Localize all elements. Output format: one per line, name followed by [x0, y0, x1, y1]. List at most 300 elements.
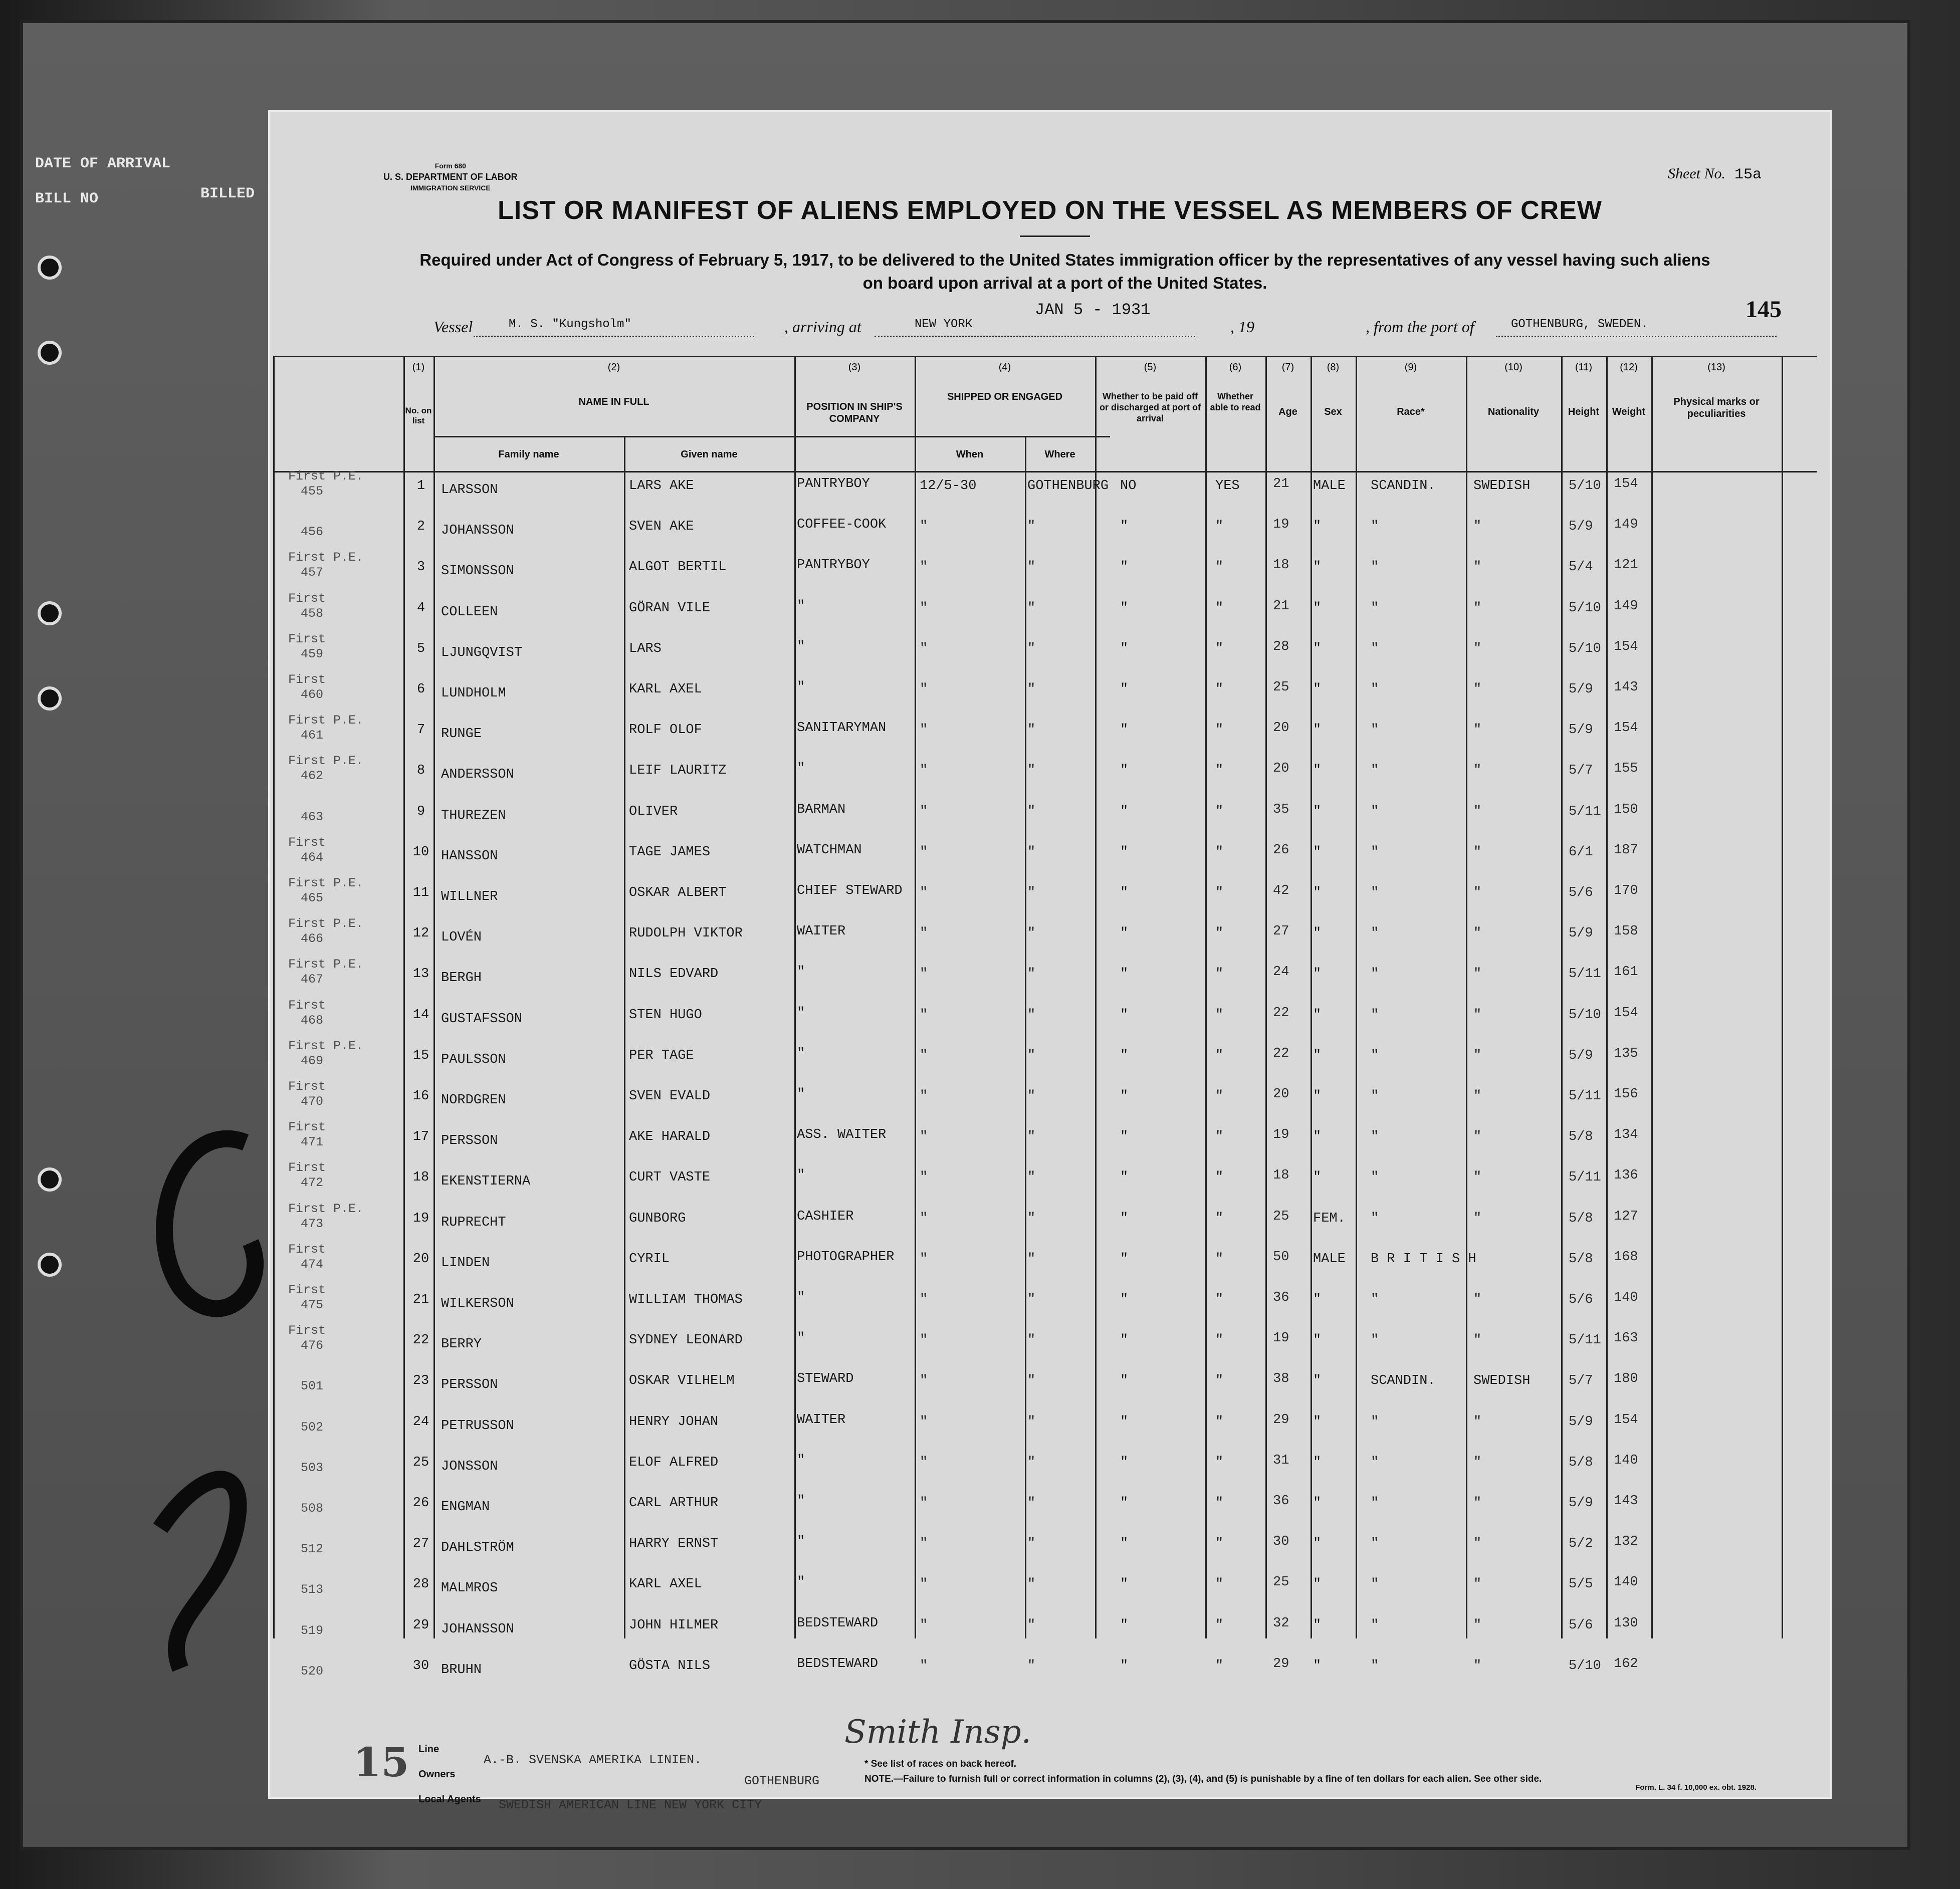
sex: " — [1313, 926, 1322, 941]
local-agents-value: SWEDISH AMERICAN LINE NEW YORK CITY — [499, 1798, 762, 1812]
nationality: " — [1473, 1007, 1482, 1023]
height: 5/2 — [1569, 1536, 1593, 1552]
sex: " — [1313, 1292, 1322, 1307]
shipped-when: " — [920, 1577, 928, 1592]
pencil-ref: 464 — [301, 850, 324, 865]
pencil-note: First — [288, 1160, 326, 1175]
table-row — [273, 1450, 1817, 1491]
paid-off: " — [1120, 1048, 1129, 1063]
date-stamp: JAN 5 - 1931 — [1035, 301, 1151, 319]
weight: 135 — [1614, 1046, 1638, 1061]
row-number: 4 — [416, 600, 425, 616]
shipped-where: " — [1027, 1292, 1036, 1307]
row-number: 15 — [412, 1048, 429, 1063]
age: 28 — [1273, 639, 1289, 654]
pencil-note: First P.E. — [288, 754, 364, 769]
given-name: CYRIL — [629, 1251, 670, 1267]
position: CHIEF STEWARD — [797, 883, 903, 898]
pencil-ref: 512 — [301, 1542, 324, 1557]
paid-off: " — [1120, 1414, 1129, 1430]
pencil-ref: 462 — [301, 769, 324, 784]
col-9-number: (9) — [1404, 362, 1417, 373]
paid-off: " — [1120, 885, 1129, 900]
position: COFFEE-COOK — [797, 517, 887, 533]
subhead-rule — [433, 436, 935, 437]
table-row — [273, 713, 1817, 758]
shipped-where: " — [1027, 926, 1036, 941]
age: 25 — [1273, 1575, 1289, 1590]
shipped-where: " — [1027, 1089, 1036, 1104]
local-agents-label: Local Agents — [418, 1794, 481, 1805]
table-row — [273, 672, 1817, 718]
shipped-when: " — [920, 1211, 928, 1226]
able-to-read: " — [1215, 1089, 1224, 1104]
row-number: 6 — [416, 682, 425, 697]
position: WATCHMAN — [797, 842, 862, 858]
pencil-ref: 459 — [301, 646, 324, 661]
pencil-ref: 466 — [301, 931, 324, 947]
weight: 158 — [1614, 924, 1638, 939]
subtitle-line-1: Required under Act of Congress of February 5, 1917, to be delivered to the United States immigration officer by the representatives of any vessel having such aliens — [419, 251, 1710, 269]
shipped-when: " — [920, 926, 928, 941]
pencil-ref: 519 — [301, 1623, 324, 1638]
weight: 187 — [1614, 842, 1638, 858]
paid-off: " — [1120, 1577, 1129, 1592]
sex: " — [1313, 1129, 1322, 1145]
col-10-number: (10) — [1504, 362, 1522, 373]
pencil-ref: 476 — [301, 1338, 324, 1353]
pencil-ref: 461 — [301, 728, 324, 743]
family-name: WILKERSON — [441, 1296, 514, 1311]
sex: FEM. — [1313, 1211, 1346, 1226]
nationality: " — [1473, 763, 1482, 779]
table-row — [273, 1491, 1817, 1531]
weight: 163 — [1614, 1331, 1638, 1346]
shipped-when: " — [920, 641, 928, 656]
pencil-note: First — [288, 998, 326, 1013]
sex: " — [1313, 1455, 1322, 1470]
sex: " — [1313, 967, 1322, 982]
race: " — [1371, 1414, 1379, 1430]
given-name: CARL ARTHUR — [629, 1496, 719, 1511]
family-name: NORDGREN — [441, 1093, 506, 1108]
col-5-number: (5) — [1144, 362, 1157, 373]
pencil-ref: 456 — [301, 525, 324, 540]
weight: 130 — [1614, 1615, 1638, 1631]
able-to-read: " — [1215, 641, 1224, 656]
punch-hole — [38, 341, 62, 365]
shipped-where: " — [1027, 804, 1036, 819]
pencil-note: First — [288, 1079, 326, 1094]
shipped-where: " — [1027, 1496, 1036, 1511]
pencil-ref: 473 — [301, 1216, 324, 1231]
row-number: 18 — [412, 1170, 429, 1186]
nationality: " — [1473, 1536, 1482, 1552]
shipped-when: " — [920, 1373, 928, 1389]
shipped-where: " — [1027, 1536, 1036, 1552]
from-label: , from the port of — [1366, 318, 1474, 336]
race: " — [1371, 560, 1379, 575]
race: " — [1371, 1129, 1379, 1145]
family-name: PERSSON — [441, 1133, 498, 1149]
shipped-when: " — [920, 600, 928, 616]
given-name: CURT VASTE — [629, 1170, 711, 1186]
from-port: GOTHENBURG, SWEDEN. — [1511, 318, 1648, 331]
nationality: " — [1473, 723, 1482, 738]
shipped-when: " — [920, 1007, 928, 1023]
age: 20 — [1273, 1087, 1289, 1102]
shipped-when: " — [920, 1170, 928, 1186]
table-row — [273, 1323, 1817, 1368]
nationality: " — [1473, 600, 1482, 616]
race: " — [1371, 600, 1379, 616]
nationality: " — [1473, 1455, 1482, 1470]
shipped-when: " — [920, 763, 928, 779]
weight: 150 — [1614, 802, 1638, 817]
shipped-when: " — [920, 519, 928, 535]
pencil-ref: 474 — [301, 1257, 324, 1272]
col-sex: Sex — [1324, 406, 1342, 417]
age: 22 — [1273, 1005, 1289, 1021]
col-13-number: (13) — [1707, 362, 1725, 373]
col-given-name: Given name — [681, 449, 738, 460]
race: " — [1371, 519, 1379, 535]
col-able-to-read: Whether able to read — [1210, 391, 1261, 412]
pencil-note: First — [288, 1120, 326, 1135]
sheet-value: 15a — [1734, 166, 1762, 183]
pencil-note: First P.E. — [288, 876, 364, 890]
row-number: 16 — [412, 1089, 429, 1104]
position: " — [797, 761, 805, 777]
family-name: EKENSTIERNA — [441, 1174, 531, 1190]
shipped-where: " — [1027, 1617, 1036, 1633]
table-row — [273, 469, 1817, 514]
punch-hole — [38, 601, 62, 625]
family-name: LUNDHOLM — [441, 686, 506, 701]
shipped-where: " — [1027, 1455, 1036, 1470]
able-to-read: " — [1215, 804, 1224, 819]
age: 50 — [1273, 1249, 1289, 1265]
shipped-when: " — [920, 1617, 928, 1633]
side-billed: BILLED — [200, 185, 255, 202]
row-number: 8 — [416, 763, 425, 779]
sex: " — [1313, 519, 1322, 535]
paid-off: " — [1120, 641, 1129, 656]
paid-off: " — [1120, 723, 1129, 738]
able-to-read: " — [1215, 1536, 1224, 1552]
nationality: " — [1473, 1211, 1482, 1226]
row-number: 13 — [412, 967, 429, 982]
sex: " — [1313, 1617, 1322, 1633]
given-name: WILLIAM THOMAS — [629, 1292, 743, 1307]
department: U. S. DEPARTMENT OF LABOR — [383, 172, 518, 182]
pencil-ref: 501 — [301, 1379, 324, 1394]
pencil-note: First — [288, 1242, 326, 1257]
col-7-number: (7) — [1281, 362, 1294, 373]
given-name: JOHN HILMER — [629, 1617, 719, 1633]
race: " — [1371, 682, 1379, 697]
pencil-note: First — [288, 591, 326, 606]
shipped-when: " — [920, 1089, 928, 1104]
row-number: 29 — [412, 1617, 429, 1633]
height: 5/8 — [1569, 1211, 1593, 1226]
height: 5/11 — [1569, 967, 1601, 982]
able-to-read: " — [1215, 1007, 1224, 1023]
sex: " — [1313, 1373, 1322, 1389]
title-rule — [1020, 235, 1090, 237]
family-name: LINDEN — [441, 1255, 490, 1271]
table-row — [273, 1079, 1817, 1124]
pencil-note: First — [288, 835, 326, 850]
able-to-read: " — [1215, 600, 1224, 616]
row-number: 12 — [412, 926, 429, 941]
race: " — [1371, 1333, 1379, 1348]
table-row — [273, 631, 1817, 677]
col-position: POSITION IN SHIP'S COMPANY — [806, 401, 903, 424]
race: " — [1371, 1007, 1379, 1023]
given-name: SVEN AKE — [629, 519, 694, 535]
weight: 140 — [1614, 1453, 1638, 1468]
shipped-where: GOTHENBURG — [1027, 479, 1109, 494]
row-number: 27 — [412, 1536, 429, 1552]
family-name: LARSSON — [441, 483, 498, 498]
table-row — [273, 957, 1817, 1002]
table-row — [273, 1120, 1817, 1165]
able-to-read: " — [1215, 1170, 1224, 1186]
table-row — [273, 1572, 1817, 1612]
height: 5/9 — [1569, 1496, 1593, 1511]
pencil-ref: 455 — [301, 484, 324, 499]
row-number: 28 — [412, 1577, 429, 1592]
table-row — [273, 754, 1817, 799]
col-height: Height — [1568, 406, 1600, 417]
form-header — [383, 160, 518, 193]
age: 25 — [1273, 680, 1289, 695]
race: SCANDIN. — [1371, 479, 1436, 494]
shipped-when: 12/5-30 — [920, 479, 977, 494]
age: 26 — [1273, 842, 1289, 858]
shipped-when: " — [920, 885, 928, 900]
sheet-label: Sheet No. — [1668, 165, 1725, 182]
sex: " — [1313, 1577, 1322, 1592]
col-physical-marks: Physical marks or peculiarities — [1673, 396, 1760, 419]
weight: 140 — [1614, 1290, 1638, 1305]
penalty-note: NOTE.—Failure to furnish full or correct information in columns (2), (3), (4), and (5) is punishable by a fine of ten dollars for each alien. See other side. — [864, 1774, 1542, 1784]
able-to-read: " — [1215, 1048, 1224, 1063]
table-row — [273, 514, 1817, 555]
weight: 155 — [1614, 761, 1638, 777]
paid-off: " — [1120, 1251, 1129, 1267]
age: 22 — [1273, 1046, 1289, 1061]
paid-off: " — [1120, 1007, 1129, 1023]
table-row — [273, 1409, 1817, 1450]
family-name: LJUNGQVIST — [441, 645, 523, 660]
col-6-number: (6) — [1229, 362, 1242, 373]
weight: 156 — [1614, 1087, 1638, 1102]
race: " — [1371, 1170, 1379, 1186]
sex: " — [1313, 804, 1322, 819]
table-row — [273, 1613, 1817, 1654]
nationality: " — [1473, 1048, 1482, 1063]
age: 35 — [1273, 802, 1289, 817]
pencil-ref: 475 — [301, 1298, 324, 1312]
weight: 136 — [1614, 1168, 1638, 1184]
able-to-read: " — [1215, 723, 1224, 738]
height: 5/6 — [1569, 1617, 1593, 1633]
col-2-number: (2) — [607, 362, 620, 373]
punch-hole — [38, 256, 62, 280]
weight: 154 — [1614, 477, 1638, 492]
height: 5/9 — [1569, 926, 1593, 941]
sex: " — [1313, 763, 1322, 779]
table-row — [273, 799, 1817, 840]
side-date-of-arrival: DATE OF ARRIVAL — [35, 155, 171, 172]
position: PANTRYBOY — [797, 558, 870, 573]
shipped-where: " — [1027, 967, 1036, 982]
sheet-number — [1668, 165, 1762, 183]
sex: " — [1313, 560, 1322, 575]
col-1-number: (1) — [412, 362, 425, 373]
sex: " — [1313, 600, 1322, 616]
line-value: A.-B. SVENSKA AMERIKA LINIEN. — [484, 1753, 702, 1767]
height: 5/7 — [1569, 763, 1593, 779]
weight: 154 — [1614, 639, 1638, 654]
family-name: BERGH — [441, 971, 482, 986]
table-top-rule — [273, 356, 1817, 357]
pencil-ref: 467 — [301, 972, 324, 987]
sex: " — [1313, 1170, 1322, 1186]
family-name: RUPRECHT — [441, 1215, 506, 1230]
position: " — [797, 1575, 805, 1590]
weight: 121 — [1614, 558, 1638, 573]
row-number: 21 — [412, 1292, 429, 1307]
col-8-number: (8) — [1327, 362, 1340, 373]
able-to-read: " — [1215, 682, 1224, 697]
race: " — [1371, 804, 1379, 819]
position: CASHIER — [797, 1209, 854, 1224]
nationality: SWEDISH — [1473, 1373, 1531, 1389]
race: " — [1371, 844, 1379, 860]
able-to-read: " — [1215, 885, 1224, 900]
race: " — [1371, 926, 1379, 941]
pencil-note: First P.E. — [288, 1038, 364, 1053]
service: IMMIGRATION SERVICE — [410, 184, 491, 192]
punch-hole — [38, 686, 62, 711]
margin-mark: 15 — [353, 1739, 409, 1786]
given-name: LEIF LAURITZ — [629, 763, 727, 779]
family-name: ANDERSSON — [441, 767, 514, 783]
height: 5/11 — [1569, 1170, 1601, 1186]
age: 19 — [1273, 517, 1289, 533]
race: " — [1371, 723, 1379, 738]
pencil-ref: 502 — [301, 1420, 324, 1435]
given-name: RUDOLPH VIKTOR — [629, 926, 743, 941]
given-name: OSKAR VILHELM — [629, 1373, 735, 1389]
family-name: COLLEEN — [441, 604, 498, 620]
shipped-where: " — [1027, 1658, 1036, 1674]
height: 5/11 — [1569, 1333, 1601, 1348]
pencil-ref: 469 — [301, 1053, 324, 1068]
table-row — [273, 835, 1817, 880]
row-number: 2 — [416, 519, 425, 535]
race: " — [1371, 1658, 1379, 1674]
pencil-ref: 508 — [301, 1501, 324, 1516]
age: 18 — [1273, 1168, 1289, 1184]
given-name: ROLF OLOF — [629, 723, 702, 738]
race: " — [1371, 1577, 1379, 1592]
pencil-ref: 465 — [301, 891, 324, 905]
shipped-where: " — [1027, 1007, 1036, 1023]
family-name: HANSSON — [441, 848, 498, 864]
table-row — [273, 1242, 1817, 1287]
shipped-where: " — [1027, 1414, 1036, 1430]
shipped-when: " — [920, 1536, 928, 1552]
position: STEWARD — [797, 1371, 854, 1387]
paid-off: " — [1120, 926, 1129, 941]
sex: " — [1313, 1536, 1322, 1552]
race: " — [1371, 1089, 1379, 1104]
row-number: 24 — [412, 1414, 429, 1430]
table-row — [273, 1160, 1817, 1206]
sex: MALE — [1313, 1251, 1346, 1267]
height: 5/10 — [1569, 600, 1601, 616]
shipped-where: " — [1027, 723, 1036, 738]
paid-off: " — [1120, 1455, 1129, 1470]
shipped-where: " — [1027, 1251, 1036, 1267]
shipped-when: " — [920, 1496, 928, 1511]
shipped-where: " — [1027, 641, 1036, 656]
nationality: " — [1473, 926, 1482, 941]
position: SANITARYMAN — [797, 721, 887, 736]
paid-off: " — [1120, 1211, 1129, 1226]
shipped-when: " — [920, 1455, 928, 1470]
family-name: PERSSON — [441, 1377, 498, 1393]
weight: 132 — [1614, 1534, 1638, 1550]
able-to-read: " — [1215, 1373, 1224, 1389]
shipped-where: " — [1027, 682, 1036, 697]
family-name: JONSSON — [441, 1459, 498, 1474]
age: 32 — [1273, 1615, 1289, 1631]
table-row — [273, 1038, 1817, 1084]
given-name: PER TAGE — [629, 1048, 694, 1063]
table-row — [273, 998, 1817, 1043]
race: " — [1371, 763, 1379, 779]
pencil-ref: 457 — [301, 565, 324, 580]
crew-table — [273, 356, 1817, 1724]
position: WAITER — [797, 924, 846, 939]
age: 20 — [1273, 761, 1289, 777]
pencil-note: First P.E. — [288, 957, 364, 972]
nationality: " — [1473, 1577, 1482, 1592]
pencil-note: First P.E. — [288, 916, 364, 931]
family-name: PAULSSON — [441, 1052, 506, 1067]
family-name: MALMROS — [441, 1581, 498, 1596]
weight: 154 — [1614, 1005, 1638, 1021]
manifest-title: LIST OR MANIFEST OF ALIENS EMPLOYED ON THE VESSEL AS MEMBERS OF CREW — [498, 196, 1602, 225]
family-name: RUNGE — [441, 727, 482, 742]
nationality: " — [1473, 1170, 1482, 1186]
position: " — [797, 1453, 805, 1468]
paid-off: " — [1120, 1536, 1129, 1552]
nationality: SWEDISH — [1473, 479, 1531, 494]
age: 29 — [1273, 1412, 1289, 1428]
nationality: " — [1473, 560, 1482, 575]
race: " — [1371, 1292, 1379, 1307]
paid-off: " — [1120, 1292, 1129, 1307]
table-row — [273, 1654, 1817, 1694]
paid-off: " — [1120, 1373, 1129, 1389]
col-where: Where — [1044, 449, 1075, 460]
